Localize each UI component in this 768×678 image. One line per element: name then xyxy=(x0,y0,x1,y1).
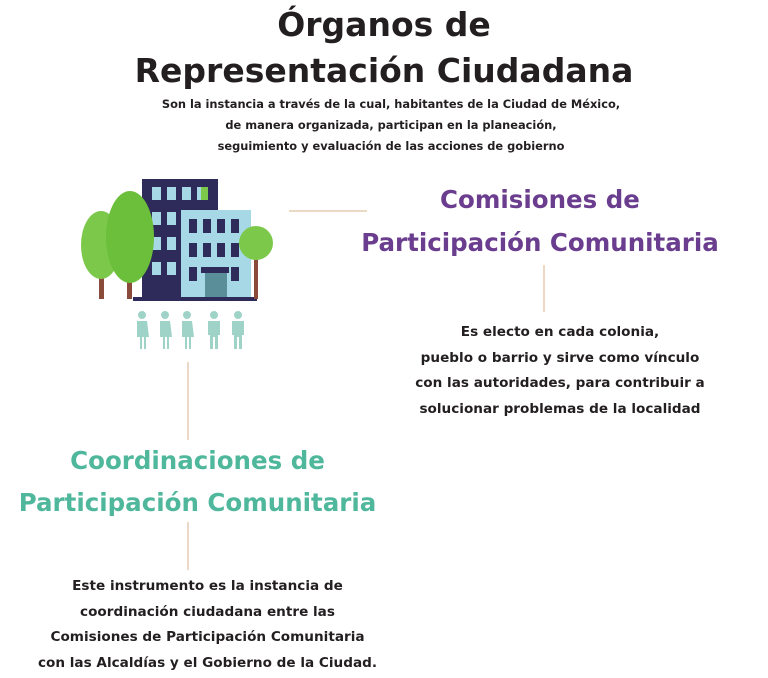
subtitle-line-3: seguimiento y evaluación de las acciones de gobierno xyxy=(217,139,565,153)
coordinaciones-heading-line-2: Participación Comunitaria xyxy=(18,488,377,517)
people-icon xyxy=(137,311,244,349)
comisiones-heading xyxy=(340,178,740,264)
subtitle-line-2: de manera organizada, participan en la planeación, xyxy=(225,118,557,132)
coordinaciones-desc-line-1: Este instrumento es la instancia de xyxy=(72,578,343,594)
title-line-1: Órganos de xyxy=(277,5,491,44)
comisiones-heading-line-2: Participación Comunitaria xyxy=(361,228,719,257)
page-subtitle xyxy=(0,94,768,157)
comisiones-desc-line-3: con las autoridades, para contribuir a xyxy=(415,375,705,391)
connector-coordinaciones xyxy=(187,522,189,570)
city-buildings-trees-people-icon xyxy=(75,175,280,355)
connector-comisiones xyxy=(543,265,545,312)
comisiones-desc-line-2: pueblo o barrio y sirve como vínculo xyxy=(420,349,700,366)
coordinaciones-desc-line-3: Comisiones de Participación Comunitaria xyxy=(50,629,365,645)
coordinaciones-desc-line-2: coordinación ciudadana entre las xyxy=(80,603,335,620)
light-building xyxy=(181,210,251,299)
comisiones-description xyxy=(395,320,725,422)
subtitle-line-1: Son la instancia a través de la cual, habitantes de la Ciudad de México, xyxy=(161,97,621,111)
coordinaciones-description xyxy=(10,574,405,676)
comisiones-desc-line-1: Es electo en cada colonia, xyxy=(460,324,660,340)
connector-vertical xyxy=(187,362,189,440)
comisiones-heading-line-1: Comisiones de xyxy=(440,185,640,214)
comisiones-desc-line-4: solucionar problemas de la localidad xyxy=(419,400,701,417)
coordinaciones-heading xyxy=(0,440,395,524)
coordinaciones-desc-line-4: con las Alcaldías y el Gobierno de la Ciudad. xyxy=(37,654,378,671)
title-line-2: Representación Ciudadana xyxy=(134,51,634,90)
page-title xyxy=(0,2,768,94)
coordinaciones-heading-line-1: Coordinaciones de xyxy=(70,446,325,475)
